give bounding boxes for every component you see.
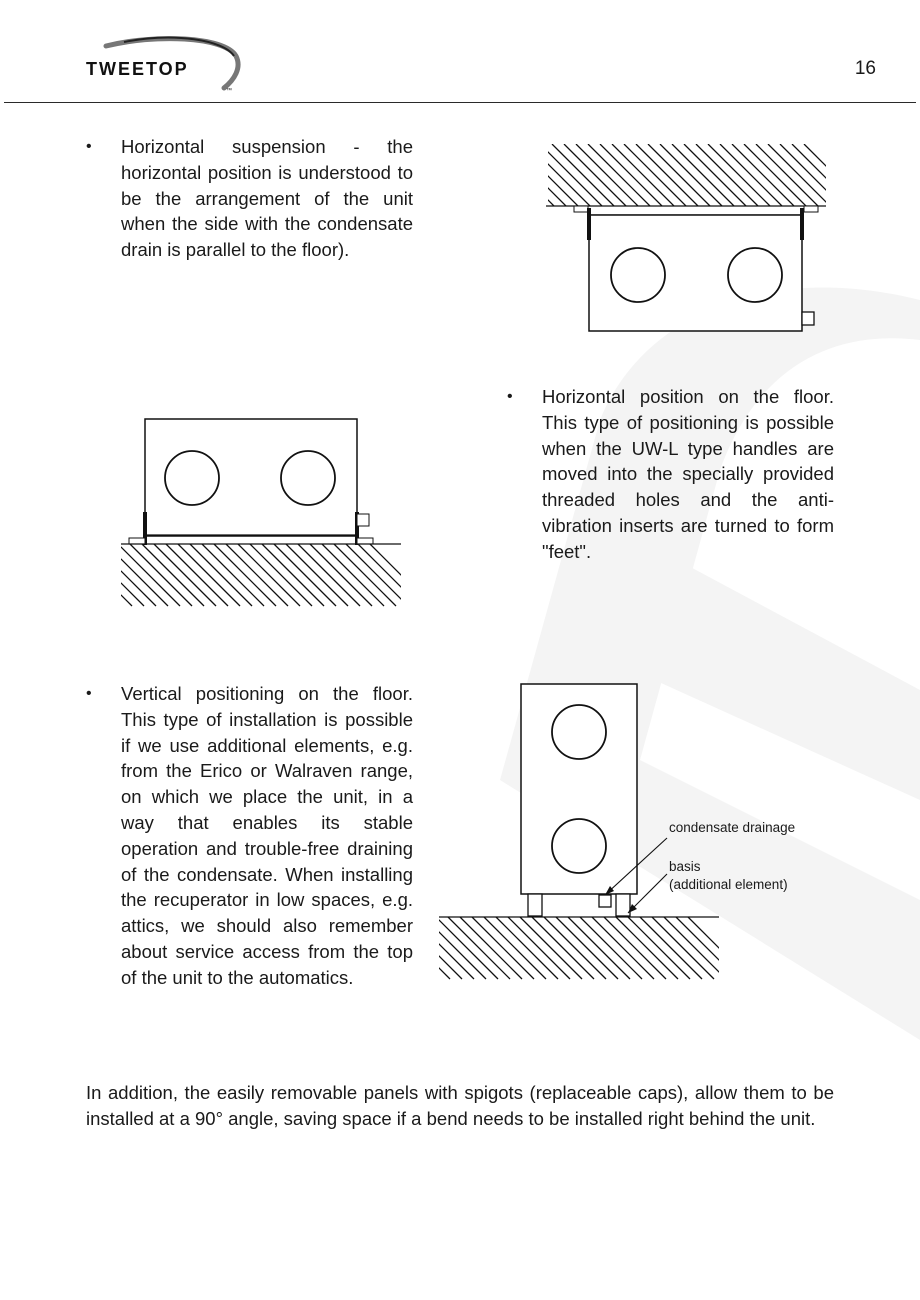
spigot-bottom (552, 819, 606, 873)
section-horizontal-suspension: Horizontal suspension - the horizontal position is understood to be the arrangement of the unit when the side with the condensate drain is parallel to the floor). (121, 136, 413, 261)
spigot-right (728, 248, 782, 302)
bullet-marker: • (507, 388, 513, 405)
brand-name: TWEETOP (86, 59, 189, 79)
trademark-symbol: ™ (226, 88, 232, 94)
spigot-left (165, 451, 219, 505)
bullet-marker: • (86, 685, 92, 702)
label-condensate-drainage: condensate drainage (669, 820, 796, 835)
closing-paragraph: In addition, the easily removable panels with spigots (replaceable caps), allow them to be installed at a 90° angle, saving space if a bend needs to be installed right behind the unit. (86, 1082, 834, 1129)
basis-left (528, 894, 542, 916)
header-divider (4, 102, 916, 103)
label-additional-element: (additional element) (669, 877, 788, 892)
condensate-drain (599, 895, 611, 907)
condensate-drain (802, 312, 814, 325)
floor-hatch (118, 544, 408, 606)
ceiling-hatch (540, 144, 840, 206)
right-bracket (804, 206, 818, 212)
page-number: 16 (854, 58, 876, 79)
section-horizontal-floor: Horizontal position on the floor. This type of positioning is possible when the UW-L type handles are moved into the specially provided threaded holes and the anti-vibration inserts are turned to form "feet". (542, 386, 834, 562)
left-bracket (574, 206, 588, 212)
figure-horizontal-floor (118, 414, 408, 614)
brand-logo (84, 34, 244, 99)
spigot-left (611, 248, 665, 302)
condensate-drain (357, 514, 369, 526)
bullet-marker: • (86, 138, 92, 155)
label-basis: basis (669, 859, 701, 874)
section-vertical-floor: Vertical positioning on the floor. This type of installation is possible if we use additional elements, e.g. from the Erico or Walraven range, on which we place the unit, in a way that enables its stable operation and trouble-free draining of the condensate. When installing the recuperator in low spaces, e.g. attics, we should also remember about service access from the top of the unit to the automatics. (121, 683, 413, 988)
spigot-right (281, 451, 335, 505)
floor-hatch (436, 917, 726, 979)
figure-horizontal-suspension (540, 136, 840, 341)
spigot-top (552, 705, 606, 759)
